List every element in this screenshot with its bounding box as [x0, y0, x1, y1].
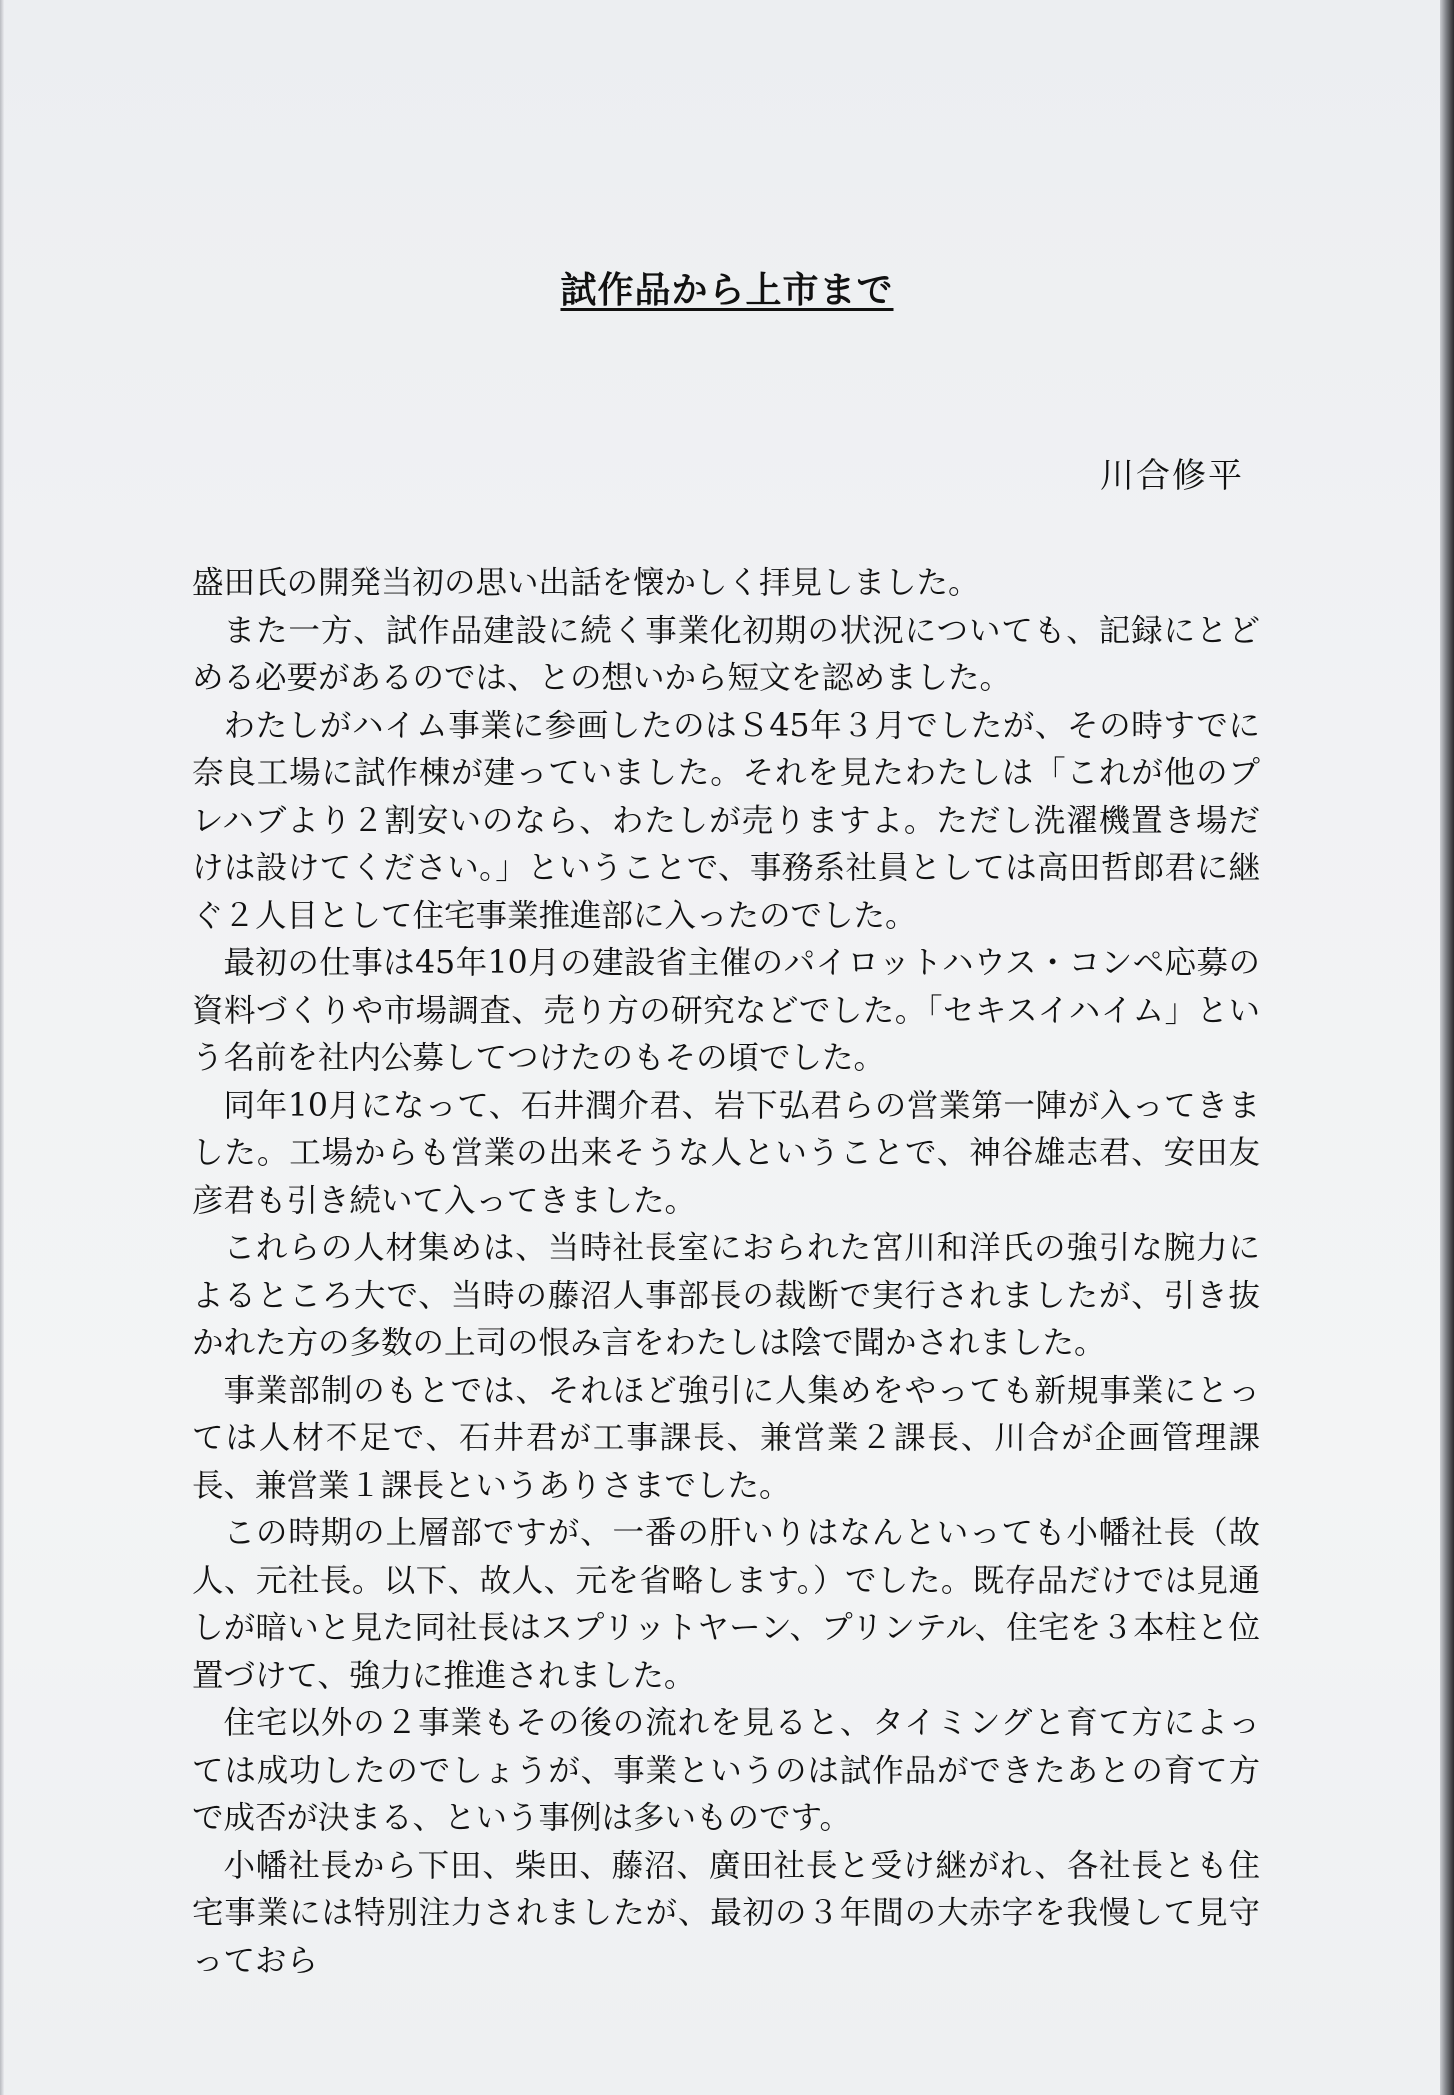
body-paragraph: これらの人材集めは、当時社長室におられた宮川和洋氏の強引な腕力によるところ大で、当時の藤沼人事部長の裁断で実行されましたが、引き抜かれた方の多数の上司の恨み言をわたしは陰で聞かされました。 — [192, 1230, 1260, 1361]
page-left-edge — [0, 0, 4, 2095]
body-paragraph: この時期の上層部ですが、一番の肝いりはなんといっても小幡社長（故人、元社長。以下、故人、元を省略します。）でした。既存品だけでは見通しが暗いと見た同社長はスプリットヤーン、プリンテル、住宅を３本柱と位置づけて、強力に推進されました。 — [192, 1515, 1260, 1694]
body-paragraph: 盛田氏の開発当初の思い出話を懐かしく拝見しました。 — [192, 565, 980, 601]
body-paragraph: 住宅以外の２事業もその後の流れを見ると、タイミングと育て方によっては成功したのでしょうが、事業というのは試作品ができたあとの育て方で成否が決まる、という事例は多いものです。 — [192, 1705, 1260, 1836]
body-paragraph: また一方、試作品建設に続く事業化初期の状況についても、記録にとどめる必要があるのでは、との想いから短文を認めました。 — [192, 612, 1260, 696]
body-paragraph: 小幡社長から下田、柴田、藤沼、廣田社長と受け継がれ、各社長とも住宅事業には特別注力されましたが、最初の３年間の大赤字を我慢して見守っておら — [192, 1847, 1260, 1979]
body-paragraph: 最初の仕事は45年10月の建設省主催のパイロットハウス・コンペ応募の資料づくりや市場調査、売り方の研究などでした。「セキスイハイム」という名前を社内公募してつけたのもその頃でした。 — [192, 945, 1260, 1076]
body-paragraph: 事業部制のもとでは、それほど強引に人集めをやっても新規事業にとっては人材不足で、石井君が工事課長、兼営業２課長、川合が企画管理課長、兼営業１課長というありさまでした。 — [192, 1372, 1260, 1504]
page-right-edge-shadow — [1440, 0, 1454, 2095]
document-title — [0, 262, 1454, 313]
body-paragraph: わたしがハイム事業に参画したのはＳ45年３月でしたが、その時すでに奈良工場に試作棟が建っていました。それを見たわたしは「これが他のプレハブより２割安いのなら、わたしが売りますよ。ただし洗濯機置き場だけは設けてください。」ということで、事務系社員としては高田哲郎君に継ぐ２人目として住宅事業推進部に入ったのでした。 — [192, 707, 1260, 934]
document-title-text: 試作品から上市まで — [560, 269, 894, 311]
author-name: 川合修平 — [1100, 456, 1244, 496]
document-body — [192, 560, 1260, 1985]
body-paragraph: 同年10月になって、石井潤介君、岩下弘君らの営業第一陣が入ってきました。工場からも営業の出来そうな人ということで、神谷雄志君、安田友彦君も引き続いて入ってきました。 — [192, 1087, 1260, 1219]
